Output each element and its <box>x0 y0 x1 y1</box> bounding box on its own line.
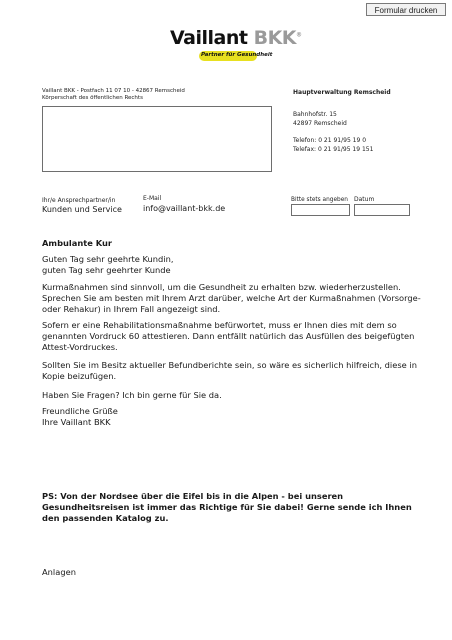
attachments-label: Anlagen <box>42 567 76 577</box>
letter-subject: Ambulante Kur <box>42 238 113 248</box>
hq-street: Bahnhofstr. 15 <box>293 111 337 118</box>
paragraph-kurmassnahmen: Kurmaßnahmen sind sinnvoll, um die Gesundheit zu erhalten bzw. wiederherzustellen. Sprechen Sie am besten mit Ihrem Arzt darüber, welche Art der Kurmaßnahmen (Vorsorge- oder Rehakur) in Ihrem Fall angezeigt sind. <box>42 282 421 314</box>
reference-label: Bitte stets angeben <box>291 197 348 203</box>
reference-input[interactable] <box>291 204 350 216</box>
greeting-line-1: Guten Tag sehr geehrte Kundin, <box>42 254 174 264</box>
contact-person-label: Ihr/e Ansprechpartner/in <box>42 197 116 204</box>
hq-phone: Telefon: 0 21 91/95 19 0 <box>293 137 367 144</box>
paragraph-befundberichte: Sollten Sie im Besitz aktueller Befundberichte sein, so wäre es sicherlich hilfreich, diese in Kopie beizufügen. <box>42 360 417 381</box>
print-form-button[interactable]: Formular drucken <box>366 3 446 16</box>
logo-wordmark: Vaillant BKK® <box>170 27 302 49</box>
postscript: PS: Von der Nordsee über die Eifel bis in die Alpen - bei unseren Gesundheitsreisen ist immer das Richtige für Sie dabei! Gerne sende ich Ihnen den passenden Katalog zu. <box>42 491 412 523</box>
contact-person-value: Kunden und Service <box>42 205 122 214</box>
closing-signature: Ihre Vaillant BKK <box>42 417 111 427</box>
logo-tagline: Partner für Gesundheit <box>201 52 273 58</box>
date-input[interactable] <box>354 204 410 216</box>
greeting-line-2: guten Tag sehr geehrter Kunde <box>42 265 171 275</box>
email-label: E-Mail <box>143 195 162 202</box>
vaillant-bkk-logo <box>170 27 302 67</box>
sender-legal-form: Körperschaft des öffentlichen Rechts <box>42 95 143 101</box>
closing-greeting: Freundliche Grüße <box>42 406 118 416</box>
paragraph-questions: Haben Sie Fragen? Ich bin gerne für Sie da. <box>42 390 222 400</box>
hq-fax: Telefax: 0 21 91/95 19 151 <box>293 146 374 153</box>
paragraph-rehabilitation: Sofern er eine Rehabilitationsmaßnahme befürwortet, muss er Ihnen dies mit dem so genannten Vordruck 60 attestieren. Dann entfällt natürlich das Ausfüllen des beigefügten Attest-Vordruckes. <box>42 320 415 352</box>
hq-title: Hauptverwaltung Remscheid <box>293 89 391 96</box>
email-value: info@vaillant-bkk.de <box>143 204 226 213</box>
recipient-address-field[interactable] <box>42 106 272 172</box>
hq-city: 42897 Remscheid <box>293 120 347 127</box>
date-label: Datum <box>354 196 375 203</box>
sender-line: Vaillant BKK - Postfach 11 07 10 - 42867 Remscheid <box>42 88 185 94</box>
